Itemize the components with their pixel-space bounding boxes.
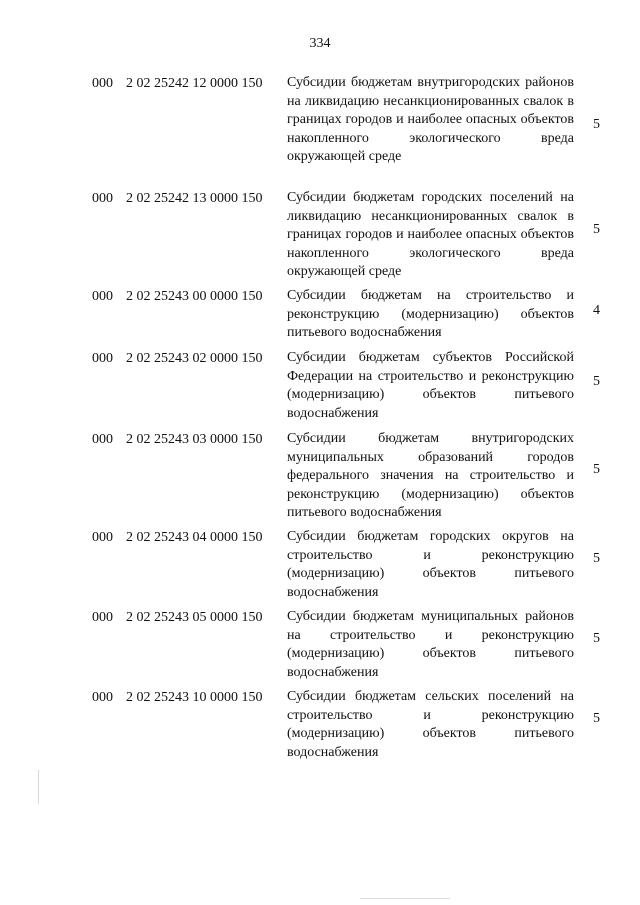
- row-value: 5: [593, 374, 600, 389]
- budget-code: 2 02 25242 12 0000 150: [126, 76, 263, 91]
- row-description: Субсидии бюджетам городских поселений на ликвидацию несанкционированных свалок в границах городов и наиболее опасных объектов накопленного экологического вреда окружающей среде: [287, 190, 574, 279]
- budget-code: 2 02 25243 03 0000 150: [126, 432, 263, 447]
- admin-code: 000: [92, 432, 113, 447]
- row-description: Субсидии бюджетам муниципальных районов на строительство и реконструкцию (модернизацию) объектов питьевого водоснабжения: [287, 609, 574, 680]
- budget-code: 2 02 25242 13 0000 150: [126, 191, 263, 206]
- budget-code: 2 02 25243 02 0000 150: [126, 351, 263, 366]
- row-description: Субсидии бюджетам внутригородских районов на ликвидацию несанкционированных свалок в границах городов и наиболее опасных объектов накопленного экологического вреда окружающей среде: [287, 75, 574, 164]
- row-value: 5: [593, 631, 600, 646]
- scan-bottom-mark: [360, 898, 450, 899]
- budget-code: 2 02 25243 10 0000 150: [126, 690, 263, 705]
- admin-code: 000: [92, 530, 113, 545]
- admin-code: 000: [92, 690, 113, 705]
- scan-edge-mark: [38, 770, 39, 804]
- row-description: Субсидии бюджетам субъектов Российской Федерации на строительство и реконструкцию (модернизацию) объектов питьевого водоснабжения: [287, 350, 574, 421]
- admin-code: 000: [92, 191, 113, 206]
- row-value: 5: [593, 222, 600, 237]
- row-value: 5: [593, 117, 600, 132]
- row-description: Субсидии бюджетам на строительство и реконструкцию (модернизацию) объектов питьевого водоснабжения: [287, 288, 574, 340]
- admin-code: 000: [92, 289, 113, 304]
- row-description: Субсидии бюджетам сельских поселений на строительство и реконструкцию (модернизацию) объектов питьевого водоснабжения: [287, 689, 574, 760]
- page-number: 334: [309, 36, 331, 51]
- budget-code: 2 02 25243 05 0000 150: [126, 610, 263, 625]
- row-description: Субсидии бюджетам внутригородских муниципальных образований городов федерального значения на строительство и реконструкцию (модернизацию) объектов питьевого водоснабжения: [287, 431, 574, 520]
- budget-code: 2 02 25243 04 0000 150: [126, 530, 263, 545]
- row-value: 5: [593, 551, 600, 566]
- row-value: 4: [593, 303, 600, 318]
- admin-code: 000: [92, 76, 113, 91]
- admin-code: 000: [92, 610, 113, 625]
- budget-code: 2 02 25243 00 0000 150: [126, 289, 263, 304]
- row-description: Субсидии бюджетам городских округов на строительство и реконструкцию (модернизацию) объектов питьевого водоснабжения: [287, 529, 574, 600]
- row-value: 5: [593, 462, 600, 477]
- row-value: 5: [593, 711, 600, 726]
- admin-code: 000: [92, 351, 113, 366]
